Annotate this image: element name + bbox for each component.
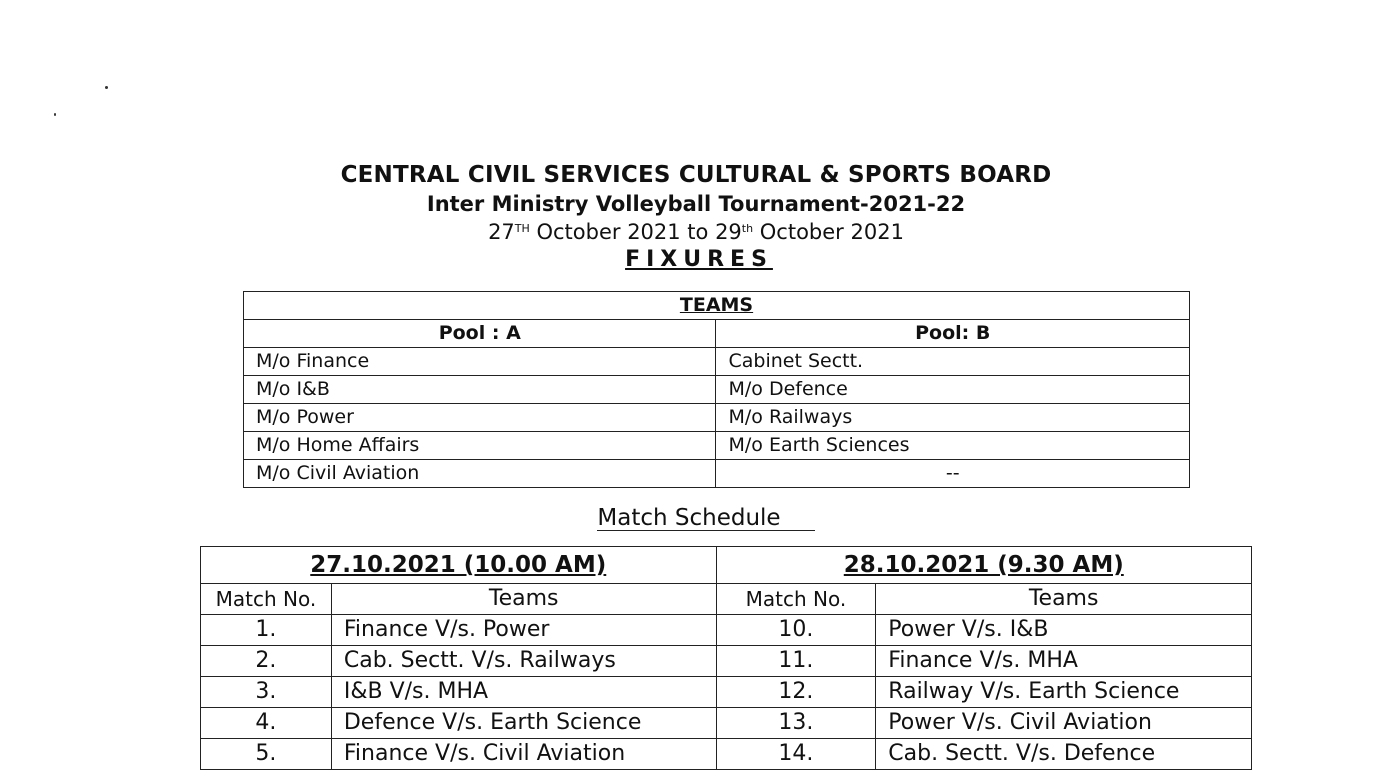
table-row — [201, 615, 1252, 646]
teams-header: Teams — [876, 584, 1252, 615]
date-from-day: 27 — [488, 220, 515, 244]
table-row — [244, 460, 1190, 488]
date-range-middle: October 2021 to 29 — [529, 220, 742, 244]
match-number: 10. — [716, 615, 876, 646]
match-teams: Cab. Sectt. V/s. Defence — [876, 739, 1252, 770]
tournament-title: Inter Ministry Volleyball Tournament-2021-22 — [426, 192, 966, 216]
match-number: 5. — [201, 739, 332, 770]
pool-a-team: M/o I&B — [244, 376, 716, 404]
match-number: 2. — [201, 646, 332, 677]
teams-table — [243, 291, 1190, 488]
date-from-suffix: TH — [514, 222, 530, 235]
scan-speck — [54, 113, 56, 116]
table-row — [201, 739, 1252, 770]
match-number: 11. — [716, 646, 876, 677]
day2-header-text: 28.10.2021 (9.30 AM) — [843, 552, 1124, 578]
match-teams: Finance V/s. Power — [331, 615, 716, 646]
match-number: 4. — [201, 708, 332, 739]
teams-title-text: TEAMS — [679, 294, 754, 316]
match-teams: Railway V/s. Earth Science — [876, 677, 1252, 708]
pool-b-team: M/o Railways — [716, 404, 1190, 432]
table-row — [244, 432, 1190, 460]
date-to-suffix: th — [741, 222, 754, 235]
match-teams: Defence V/s. Earth Science — [331, 708, 716, 739]
fixures-heading: FIXURES — [625, 247, 773, 272]
match-number: 3. — [201, 677, 332, 708]
match-teams: Finance V/s. Civil Aviation — [331, 739, 716, 770]
match-number: 14. — [716, 739, 876, 770]
pool-b-header: Pool: B — [716, 320, 1190, 348]
document-header — [0, 160, 1392, 274]
match-schedule-heading-text: Match Schedule — [597, 506, 814, 531]
day1-header — [201, 547, 717, 584]
pool-a-team: M/o Home Affairs — [244, 432, 716, 460]
pool-b-team: M/o Earth Sciences — [716, 432, 1190, 460]
scan-speck — [105, 86, 108, 89]
pool-b-team: -- — [716, 460, 1190, 488]
match-teams: Cab. Sectt. V/s. Railways — [331, 646, 716, 677]
table-row — [201, 646, 1252, 677]
table-row — [244, 348, 1190, 376]
pool-a-team: M/o Power — [244, 404, 716, 432]
pool-b-team: Cabinet Sectt. — [716, 348, 1190, 376]
pool-a-team: M/o Civil Aviation — [244, 460, 716, 488]
teams-header: Teams — [331, 584, 716, 615]
match-teams: Finance V/s. MHA — [876, 646, 1252, 677]
table-row — [201, 677, 1252, 708]
pool-b-team: M/o Defence — [716, 376, 1190, 404]
match-no-header: Match No. — [716, 584, 876, 615]
day1-header-text: 27.10.2021 (10.00 AM) — [310, 552, 607, 578]
match-number: 13. — [716, 708, 876, 739]
match-no-header: Match No. — [201, 584, 332, 615]
table-row — [201, 708, 1252, 739]
match-number: 12. — [716, 677, 876, 708]
table-row — [244, 376, 1190, 404]
tournament-dates — [0, 218, 1392, 246]
organization-title: CENTRAL CIVIL SERVICES CULTURAL & SPORTS BOARD — [340, 162, 1052, 188]
match-teams: Power V/s. I&B — [876, 615, 1252, 646]
table-row — [244, 404, 1190, 432]
match-number: 1. — [201, 615, 332, 646]
match-teams: Power V/s. Civil Aviation — [876, 708, 1252, 739]
teams-title — [244, 292, 1190, 320]
match-schedule-table — [200, 546, 1252, 770]
pool-a-header: Pool : A — [244, 320, 716, 348]
match-schedule-heading — [0, 503, 1392, 533]
pool-a-team: M/o Finance — [244, 348, 716, 376]
day2-header — [716, 547, 1251, 584]
match-teams: I&B V/s. MHA — [331, 677, 716, 708]
date-to-rest: October 2021 — [753, 220, 904, 244]
